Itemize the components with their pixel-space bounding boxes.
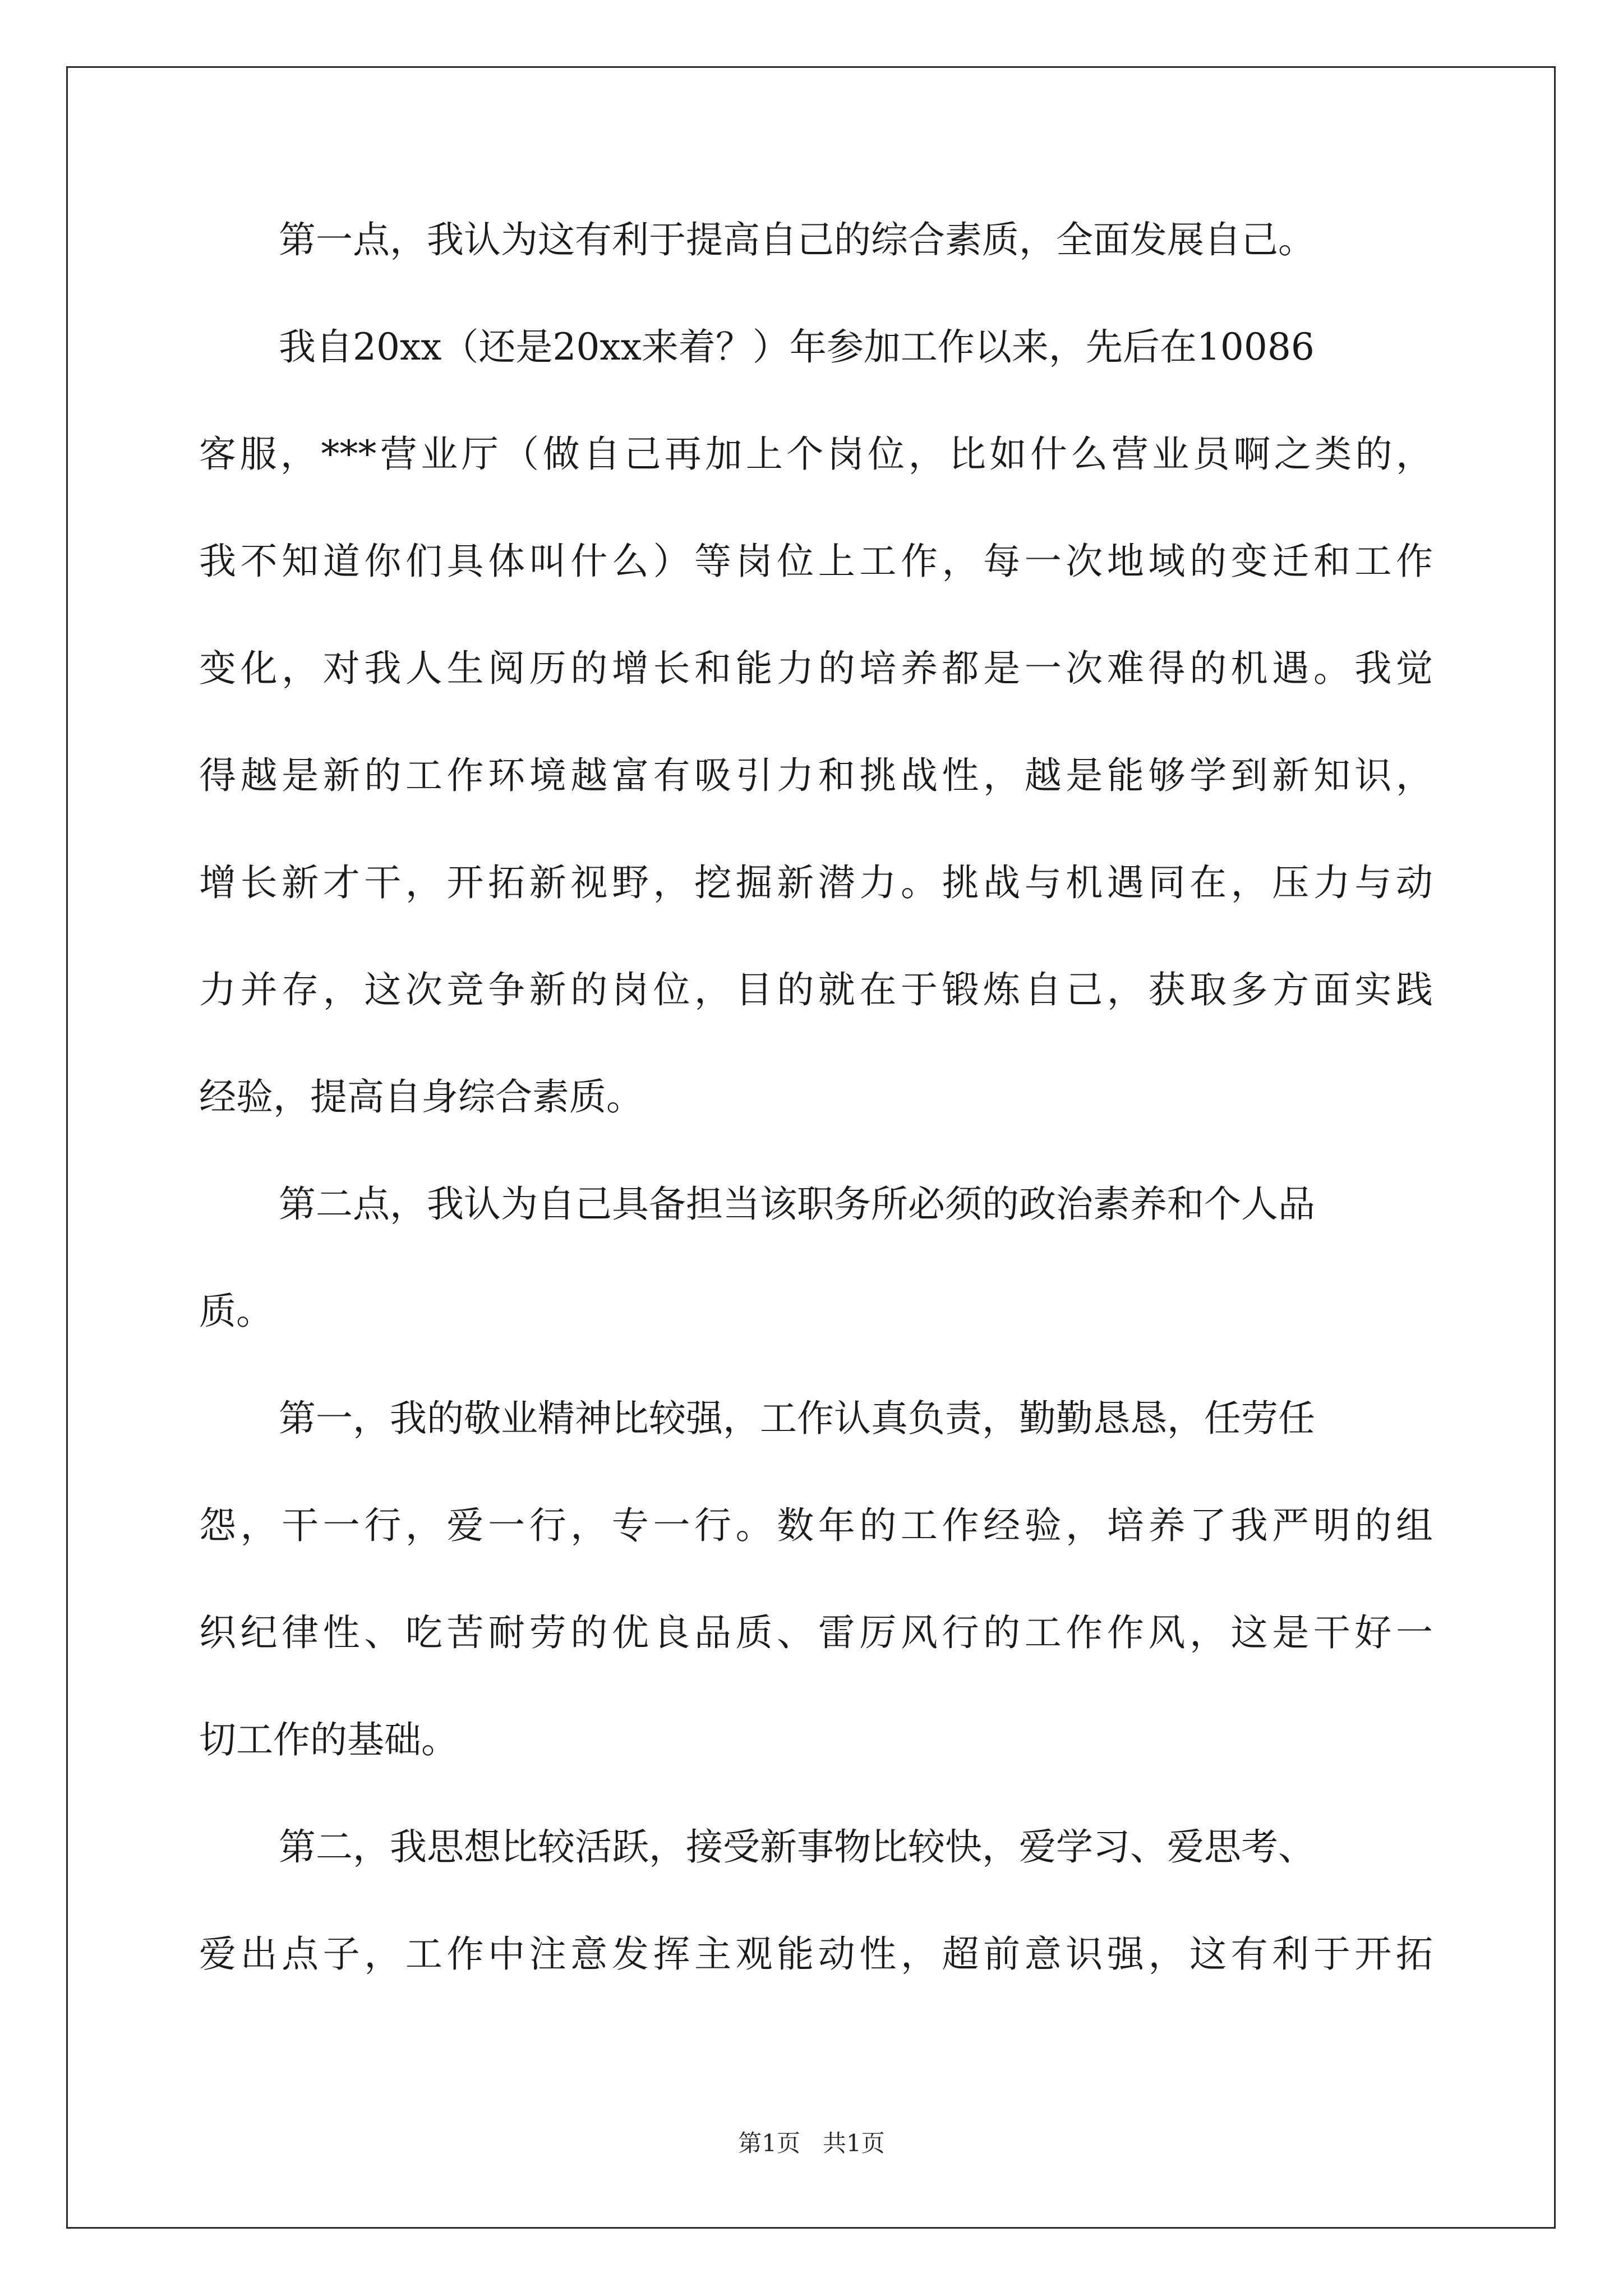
- paragraph-line: 切工作的基础。: [199, 1718, 458, 1761]
- paragraph-line: 怨，干一行，爱一行，专一行。数年的工作经验，培养了我严明的组: [199, 1504, 1433, 1547]
- paragraph-line: 得越是新的工作环境越富有吸引力和挑战性，越是能够学到新知识，: [199, 754, 1433, 797]
- paragraph-line: 质。: [199, 1290, 273, 1333]
- paragraph-line: 第一点，我认为这有利于提高自己的综合素质，全面发展自己。: [279, 218, 1315, 261]
- paragraph-line: 增长新才干，开拓新视野，挖掘新潜力。挑战与机遇同在，压力与动: [199, 861, 1433, 904]
- paragraph-line: 第二点，我认为自己具备担当该职务所必须的政治素养和个人品: [279, 1182, 1315, 1226]
- paragraph-line: 织纪律性、吃苦耐劳的优良品质、雷厉风行的工作作风，这是干好一: [199, 1611, 1433, 1654]
- paragraph-line: 变化，对我人生阅历的增长和能力的培养都是一次难得的机遇。我觉: [199, 647, 1433, 690]
- paragraph-line: 我不知道你们具体叫什么）等岗位上工作，每一次地域的变迁和工作: [199, 540, 1433, 583]
- document-body: [199, 212, 1433, 2033]
- paragraph-line: 经验，提高自身综合素质。: [199, 1075, 643, 1119]
- paragraph-line: 第一，我的敬业精神比较强，工作认真负责，勤勤恳恳，任劳任: [279, 1397, 1315, 1440]
- paragraph-line: 第二，我思想比较活跃，接受新事物比较快，爱学习、爱思考、: [279, 1825, 1315, 1869]
- paragraph-line: 我自20xx（还是20xx来着？）年参加工作以来，先后在10086: [279, 325, 1315, 369]
- page-footer: 第1页 共1页: [738, 2129, 885, 2157]
- paragraph-line: 客服，***营业厅（做自己再加上个岗位，比如什么营业员啊之类的，: [199, 432, 1433, 476]
- paragraph-line: 爱出点子，工作中注意发挥主观能动性，超前意识强，这有利于开拓: [199, 1932, 1433, 1976]
- paragraph-line: 力并存，这次竞争新的岗位，目的就在于锻炼自己，获取多方面实践: [199, 968, 1433, 1011]
